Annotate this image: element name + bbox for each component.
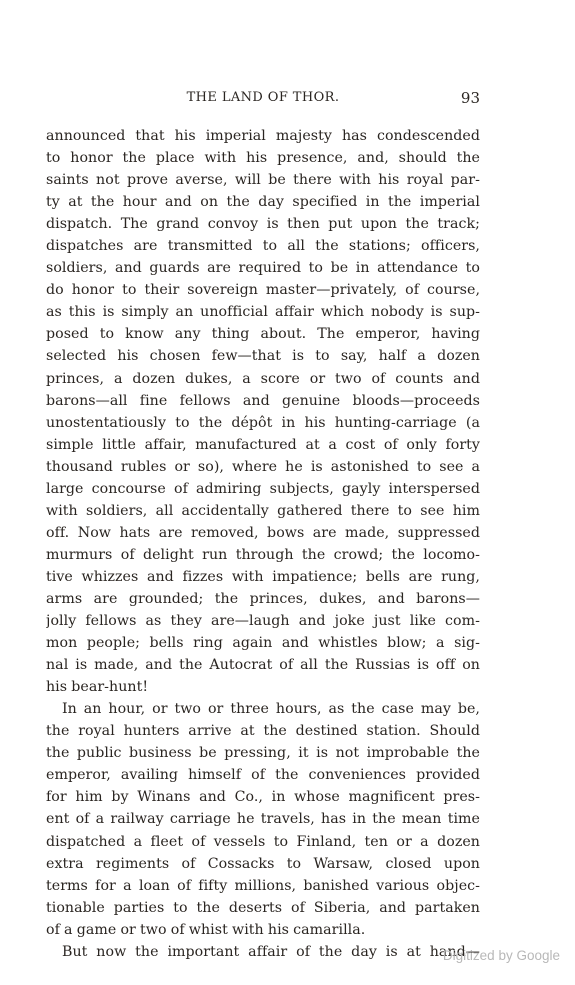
text-line: mon people; bells ring again and whistles blow; a sig- [46,635,480,652]
text-line: nal is made, and the Autocrat of all the Russias is off on [46,657,480,674]
running-head: THE LAND OF THOR. [186,90,340,105]
text-line: do honor to their sovereign master—privately, of course, [46,282,480,299]
text-line: as this is simply an unofficial affair which nobody is sup- [46,304,480,321]
body-text [46,125,480,963]
text-line: to honor the place with his presence, and, should the [46,150,480,167]
text-line: ent of a railway carriage he travels, has in the mean time [46,811,480,828]
text-line: thousand rubles or so), where he is astonished to see a [46,458,480,475]
text-line: posed to know any thing about. The emperor, having [46,326,480,343]
page-header [46,90,480,112]
text-line: of a game or two of whist with his camarilla. [46,921,366,938]
text-line: unostentatiously to the dépôt in his hunting-carriage (a [46,414,480,431]
text-line: murmurs of delight run through the crowd; the locomo- [46,546,480,563]
text-line: announced that his imperial majesty has condescended [46,128,480,144]
text-line: off. Now hats are removed, bows are made, suppressed [46,524,480,541]
text-line: princes, a dozen dukes, a score or two of counts and [46,370,480,387]
text-line: with soldiers, all accidentally gathered there to see him [46,502,480,519]
text-line: saints not prove averse, will be there with his royal par- [46,172,480,189]
page-number: 93 [460,89,480,107]
text-line: jolly fellows as they are—laugh and joke just like com- [46,613,480,630]
text-line: the public business be pressing, it is not improbable the [46,745,480,762]
text-line: terms for a loan of fifty millions, banished various objec- [46,877,480,894]
text-line: arms are grounded; the princes, dukes, and barons— [46,590,480,607]
text-line: selected his chosen few—that is to say, half a dozen [46,348,480,365]
text-line: dispatches are transmitted to all the stations; officers, [46,238,480,255]
text-line: tionable parties to the deserts of Siberia, and partaken [46,899,480,916]
digitized-watermark: Digitized by Google [442,948,560,963]
text-line: emperor, availing himself of the conveniences provided [46,767,480,784]
text-line: dispatch. The grand convoy is then put upon the track; [46,216,480,233]
text-line: simple little affair, manufactured at a cost of only forty [46,436,480,453]
text-line: soldiers, and guards are required to be in attendance to [46,260,480,277]
text-line: barons—all fine fellows and genuine bloods—proceeds [46,392,480,409]
text-line: ty at the hour and on the day specified in the imperial [46,194,480,211]
text-line: In an hour, or two or three hours, as the case may be, [62,701,480,718]
text-line: his bear-hunt! [46,679,149,696]
text-line: large concourse of admiring subjects, gayly interspersed [46,480,480,497]
text-line: for him by Winans and Co., in whose magnificent pres- [46,789,480,806]
text-line: the royal hunters arrive at the destined station. Should [46,723,480,740]
text-line: extra regiments of Cossacks to Warsaw, closed upon [46,855,480,872]
text-line: tive whizzes and fizzes with impatience; bells are rung, [46,568,480,585]
text-line: But now the important affair of the day is at hand— [62,943,480,960]
text-line: dispatched a fleet of vessels to Finland, ten or a dozen [46,833,480,850]
